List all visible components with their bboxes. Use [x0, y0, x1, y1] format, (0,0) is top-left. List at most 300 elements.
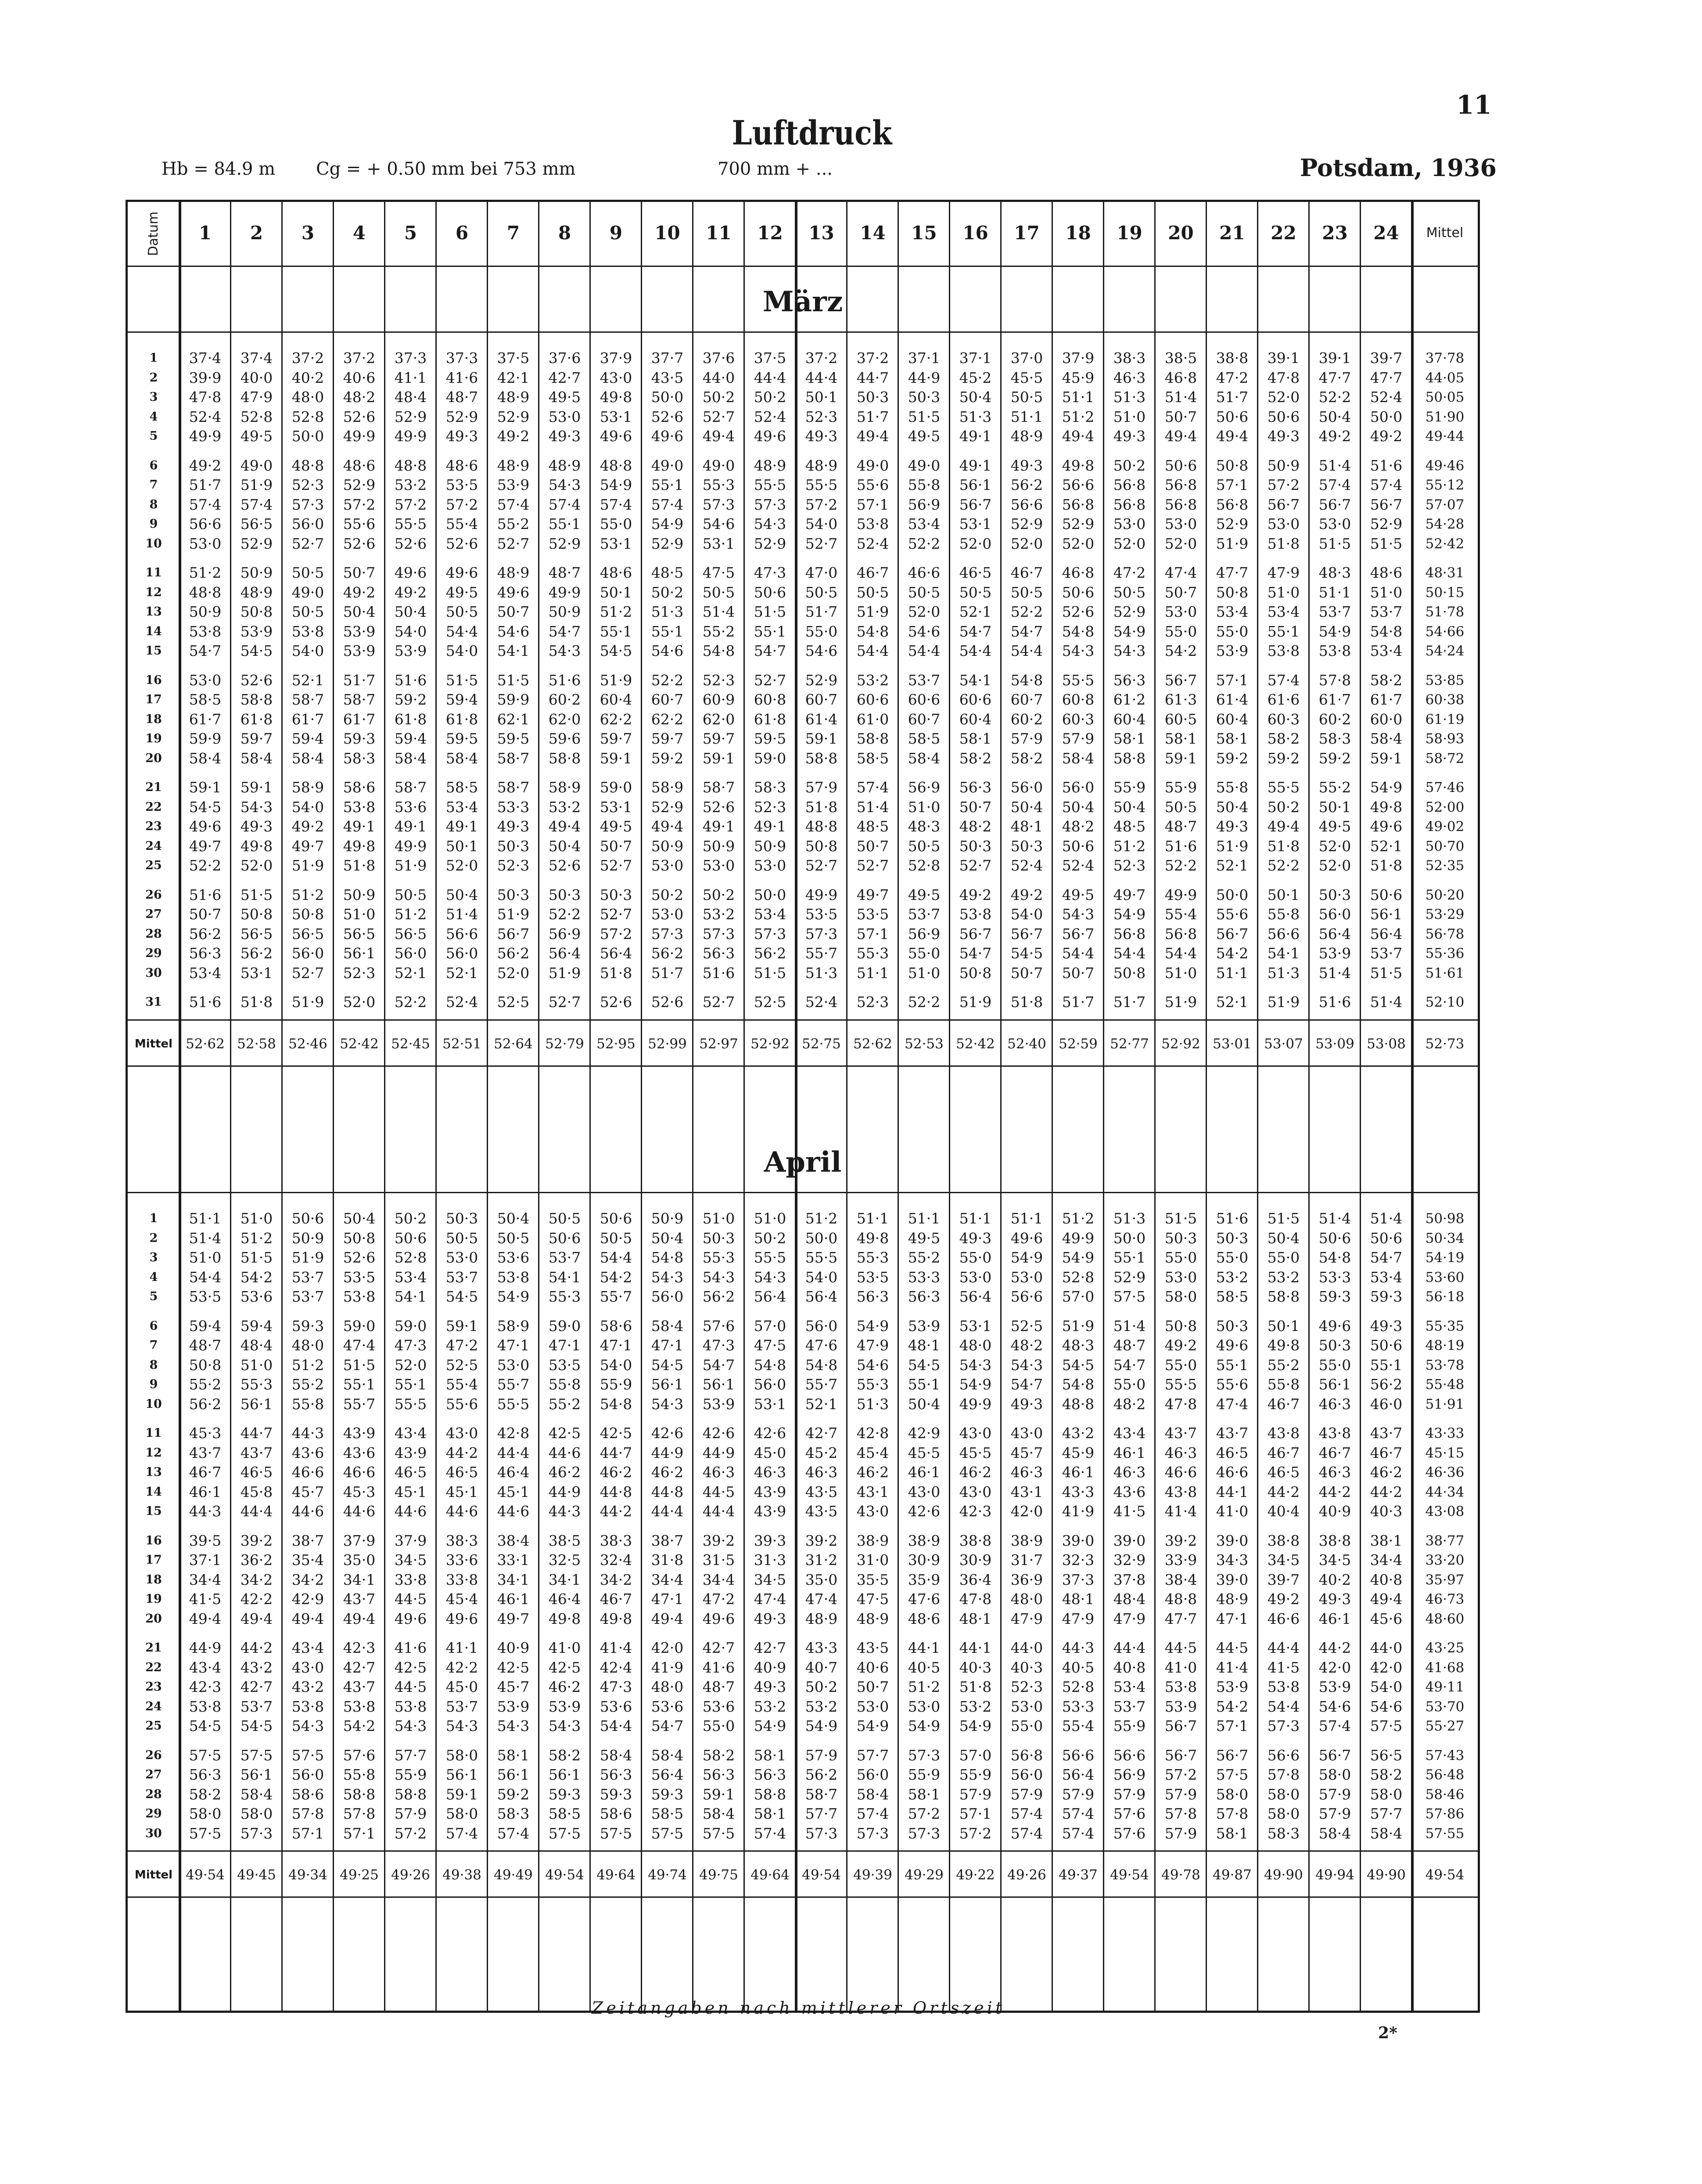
- hourly-value: 52·9: [1010, 515, 1043, 533]
- hourly-value: 58·1: [1164, 730, 1197, 747]
- hourly-value: 58·2: [1010, 749, 1043, 767]
- hourly-value: 58·8: [1267, 1288, 1300, 1305]
- hourly-value: 54·3: [754, 515, 786, 533]
- hourly-value: 57·4: [1010, 1824, 1043, 1842]
- hourly-value: 58·9: [497, 1317, 530, 1335]
- hourly-value: 53·4: [908, 515, 941, 533]
- hourly-value: 53·7: [445, 1698, 478, 1715]
- hourly-value: 58·1: [1113, 730, 1146, 747]
- hourly-value: 56·0: [754, 1376, 786, 1393]
- hourly-value: 61·0: [856, 710, 889, 728]
- hourly-value: 38·8: [959, 1532, 992, 1549]
- hourly-value: 51·9: [548, 964, 581, 982]
- daily-mean: 50·70: [1425, 838, 1465, 854]
- hourly-value: 50·6: [291, 1210, 324, 1227]
- hourly-value: 51·6: [702, 964, 735, 982]
- hourly-mean: 49·54: [186, 1867, 225, 1883]
- hourly-value: 57·6: [1113, 1805, 1146, 1822]
- hourly-value: 49·2: [291, 818, 324, 835]
- hourly-value: 52·0: [1062, 535, 1095, 552]
- hourly-value: 58·8: [754, 1785, 786, 1803]
- hourly-value: 45·2: [959, 369, 992, 386]
- table-row: [128, 533, 1478, 555]
- hourly-value: 53·0: [1010, 1268, 1043, 1286]
- hourly-value: 57·7: [394, 1746, 427, 1764]
- hourly-value: 52·0: [394, 1356, 427, 1374]
- hourly-value: 55·4: [445, 1376, 478, 1393]
- hourly-value: 55·3: [856, 1249, 889, 1266]
- hourly-value: 52·5: [754, 993, 786, 1011]
- hourly-value: 44·3: [291, 1425, 324, 1442]
- hourly-value: 53·0: [702, 857, 735, 874]
- hourly-value: 43·7: [1216, 1425, 1249, 1442]
- hourly-value: 53·9: [908, 1317, 941, 1335]
- hourly-value: 52·8: [240, 408, 273, 425]
- hourly-value: 48·2: [959, 818, 992, 835]
- hourly-value: 58·9: [291, 779, 324, 796]
- hourly-mean: 49·64: [750, 1867, 790, 1883]
- daily-mean: 37·78: [1425, 350, 1465, 366]
- hourly-value: 58·4: [600, 1746, 632, 1764]
- hourly-value: 51·2: [189, 564, 222, 581]
- hourly-value: 48·5: [856, 818, 889, 835]
- hourly-value: 47·9: [1062, 1610, 1095, 1627]
- hourly-value: 57·5: [189, 1746, 222, 1764]
- hourly-value: 49·4: [1062, 428, 1095, 445]
- hourly-value: 52·9: [754, 535, 786, 552]
- hourly-value: 61·7: [189, 710, 222, 728]
- hourly-value: 57·2: [908, 1805, 941, 1822]
- hourly-value: 51·6: [548, 671, 581, 689]
- hourly-value: 54·0: [394, 622, 427, 640]
- daily-mean: 53·29: [1425, 907, 1465, 922]
- hourly-value: 38·3: [445, 1532, 478, 1549]
- hourly-value: 34·1: [497, 1571, 530, 1588]
- hourly-value: 37·9: [343, 1532, 376, 1549]
- hourly-value: 51·4: [856, 798, 889, 816]
- hourly-value: 57·4: [240, 496, 273, 513]
- hourly-value: 59·2: [1267, 749, 1300, 767]
- hourly-value: 46·7: [1010, 564, 1043, 581]
- hourly-value: 44·9: [651, 1444, 684, 1461]
- hourly-value: 53·8: [343, 1698, 376, 1715]
- hourly-value: 55·7: [343, 1395, 376, 1413]
- hourly-value: 52·9: [1370, 515, 1403, 533]
- hourly-value: 54·9: [1113, 906, 1146, 923]
- mittel-rule: [128, 1019, 1478, 1021]
- hourly-value: 49·9: [1164, 886, 1197, 903]
- hour-header: 15: [911, 222, 937, 244]
- hourly-value: 56·0: [291, 515, 324, 533]
- hourly-value: 49·4: [240, 1610, 273, 1627]
- hourly-value: 43·4: [291, 1639, 324, 1656]
- hourly-value: 61·3: [1164, 691, 1197, 708]
- hourly-value: 39·0: [1216, 1571, 1249, 1588]
- hourly-value: 55·1: [394, 1376, 427, 1393]
- hourly-value: 48·0: [959, 1337, 992, 1354]
- hourly-value: 52·2: [908, 535, 941, 552]
- hourly-value: 52·5: [445, 1356, 478, 1374]
- day-number: 23: [145, 1680, 162, 1694]
- hourly-value: 49·6: [702, 1610, 735, 1627]
- hourly-value: 49·5: [445, 583, 478, 601]
- hourly-value: 48·2: [343, 389, 376, 406]
- day-number: 12: [145, 1446, 162, 1460]
- hourly-value: 46·7: [1267, 1395, 1300, 1413]
- hourly-value: 47·9: [1267, 564, 1300, 581]
- table-row: [128, 1608, 1478, 1630]
- hourly-value: 51·2: [291, 886, 324, 903]
- hourly-value: 51·9: [394, 857, 427, 874]
- hourly-value: 50·2: [651, 886, 684, 903]
- hourly-value: 58·0: [445, 1746, 478, 1764]
- hourly-value: 57·8: [1164, 1805, 1197, 1822]
- day-number: 11: [145, 566, 162, 579]
- hourly-value: 52·2: [189, 857, 222, 874]
- hourly-value: 56·9: [908, 779, 941, 796]
- hourly-value: 50·5: [445, 603, 478, 620]
- hourly-value: 56·9: [908, 496, 941, 513]
- day-number: 2: [149, 1231, 158, 1245]
- hourly-value: 51·7: [1216, 389, 1249, 406]
- hourly-value: 46·3: [1318, 1464, 1351, 1481]
- hourly-value: 37·5: [754, 349, 786, 367]
- hourly-value: 58·6: [600, 1317, 632, 1335]
- day-number: 25: [145, 859, 162, 872]
- hourly-value: 50·8: [1216, 583, 1249, 601]
- hourly-value: 54·5: [445, 1288, 478, 1305]
- hourly-value: 54·0: [445, 642, 478, 659]
- daily-mean: 41·68: [1425, 1659, 1465, 1676]
- day-number: 2: [149, 371, 158, 385]
- hourly-value: 56·3: [908, 1288, 941, 1305]
- hourly-value: 61·7: [291, 710, 324, 728]
- hourly-value: 52·9: [1113, 603, 1146, 620]
- hour-header: 2: [250, 222, 263, 244]
- hourly-value: 58·2: [1370, 1766, 1403, 1783]
- hourly-value: 54·0: [1010, 906, 1043, 923]
- hourly-value: 58·3: [1267, 1824, 1300, 1842]
- hourly-value: 53·2: [856, 671, 889, 689]
- hourly-value: 49·9: [394, 428, 427, 445]
- hourly-value: 44·5: [394, 1678, 427, 1695]
- hourly-value: 56·0: [1010, 1766, 1043, 1783]
- hourly-value: 52·2: [1010, 603, 1043, 620]
- hourly-value: 51·4: [1318, 964, 1351, 982]
- hourly-value: 59·0: [548, 1317, 581, 1335]
- hourly-value: 51·9: [291, 857, 324, 874]
- hourly-value: 53·7: [908, 671, 941, 689]
- hourly-value: 55·0: [959, 1249, 992, 1266]
- hourly-value: 52·6: [343, 1249, 376, 1266]
- hourly-value: 55·5: [1267, 779, 1300, 796]
- hourly-value: 50·3: [1318, 886, 1351, 903]
- hourly-value: 57·2: [959, 1824, 992, 1842]
- hourly-value: 59·6: [548, 730, 581, 747]
- hourly-value: 54·6: [651, 642, 684, 659]
- hourly-value: 48·8: [394, 457, 427, 474]
- hourly-value: 58·1: [754, 1746, 786, 1764]
- day-number: 15: [145, 644, 162, 658]
- daily-mean: 50·98: [1425, 1211, 1465, 1227]
- hourly-value: 57·1: [291, 1824, 324, 1842]
- hourly-value: 50·4: [1216, 798, 1249, 816]
- hourly-value: 53·0: [1164, 603, 1197, 620]
- hour-header: 23: [1322, 222, 1348, 244]
- hourly-value: 59·1: [600, 749, 632, 767]
- hourly-value: 47·8: [1164, 1395, 1197, 1413]
- hourly-value: 57·3: [805, 1824, 838, 1842]
- hourly-value: 51·3: [1267, 964, 1300, 982]
- hourly-value: 51·9: [959, 993, 992, 1011]
- table-row: [128, 962, 1478, 985]
- hourly-value: 57·9: [1164, 1824, 1197, 1842]
- hourly-value: 55·4: [1062, 1717, 1095, 1734]
- hourly-value: 47·5: [702, 564, 735, 581]
- hourly-value: 56·2: [240, 945, 273, 962]
- hourly-value: 47·8: [189, 389, 222, 406]
- hourly-value: 55·1: [1216, 1356, 1249, 1374]
- daily-mean: 55·36: [1425, 946, 1465, 961]
- hourly-value: 50·3: [959, 837, 992, 855]
- hourly-value: 46·6: [343, 1464, 376, 1481]
- hourly-value: 51·1: [856, 964, 889, 982]
- hourly-value: 56·4: [600, 945, 632, 962]
- day-number: 12: [145, 585, 162, 599]
- hourly-value: 58·4: [394, 749, 427, 767]
- hourly-value: 57·4: [600, 496, 632, 513]
- daily-mean: 58·93: [1425, 731, 1465, 747]
- hourly-value: 56·3: [189, 945, 222, 962]
- hourly-value: 54·2: [343, 1717, 376, 1734]
- hourly-value: 44·2: [1318, 1639, 1351, 1656]
- hourly-value: 44·9: [908, 369, 941, 386]
- hourly-value: 41·6: [445, 369, 478, 386]
- hourly-value: 48·8: [291, 457, 324, 474]
- hourly-value: 60·6: [959, 691, 992, 708]
- hourly-value: 49·8: [856, 1229, 889, 1247]
- hourly-value: 53·0: [497, 1356, 530, 1374]
- hourly-value: 48·2: [1010, 1337, 1043, 1354]
- hourly-value: 52·7: [497, 535, 530, 552]
- hourly-value: 50·5: [291, 603, 324, 620]
- hourly-value: 54·3: [548, 1717, 581, 1734]
- daily-mean: 53·78: [1425, 1357, 1465, 1373]
- hourly-value: 60·8: [754, 691, 786, 708]
- daily-mean: 48·19: [1425, 1338, 1465, 1353]
- hourly-value: 50·3: [1216, 1317, 1249, 1335]
- hourly-value: 61·8: [240, 710, 273, 728]
- hourly-value: 58·1: [1216, 730, 1249, 747]
- hourly-value: 54·4: [1062, 945, 1095, 962]
- hourly-value: 55·2: [1267, 1356, 1300, 1374]
- hourly-value: 49·2: [1164, 1337, 1197, 1354]
- hourly-value: 57·4: [497, 496, 530, 513]
- hourly-value: 57·4: [1318, 476, 1351, 493]
- hourly-value: 50·3: [600, 886, 632, 903]
- gravity-correction: Cg = + 0.50 mm bei 753 mm: [316, 159, 576, 179]
- hourly-value: 58·5: [1216, 1288, 1249, 1305]
- day-number: 27: [145, 907, 162, 921]
- hourly-value: 42·6: [754, 1425, 786, 1442]
- hourly-mean: 52·40: [1007, 1036, 1046, 1052]
- hourly-mean: 52·42: [340, 1036, 379, 1052]
- daily-mean: 33·20: [1425, 1552, 1465, 1568]
- hourly-value: 53·4: [445, 798, 478, 816]
- hourly-value: 54·3: [394, 1717, 427, 1734]
- hourly-value: 40·3: [1370, 1503, 1403, 1520]
- hourly-value: 53·9: [1164, 1698, 1197, 1715]
- hourly-value: 52·8: [908, 857, 941, 874]
- day-number: 26: [145, 1748, 162, 1762]
- hourly-value: 46·1: [1113, 1444, 1146, 1461]
- hourly-value: 52·2: [1164, 857, 1197, 874]
- hourly-value: 51·1: [1318, 583, 1351, 601]
- hourly-value: 52·0: [445, 857, 478, 874]
- hourly-value: 45·7: [291, 1483, 324, 1500]
- hourly-value: 57·2: [805, 496, 838, 513]
- hourly-value: 60·4: [1216, 710, 1249, 728]
- hourly-value: 55·0: [1164, 622, 1197, 640]
- hourly-value: 49·0: [651, 457, 684, 474]
- hourly-value: 39·0: [1216, 1532, 1249, 1549]
- day-number: 28: [145, 927, 162, 941]
- hourly-value: 55·8: [343, 1766, 376, 1783]
- hourly-value: 60·7: [651, 691, 684, 708]
- hourly-value: 57·9: [1318, 1785, 1351, 1803]
- hourly-value: 47·1: [548, 1337, 581, 1354]
- hourly-value: 51·8: [805, 798, 838, 816]
- hourly-value: 56·0: [1010, 779, 1043, 796]
- hourly-value: 47·2: [1113, 564, 1146, 581]
- daily-mean: 55·27: [1425, 1718, 1465, 1734]
- daily-mean: 51·91: [1425, 1396, 1465, 1412]
- hourly-value: 56·4: [548, 945, 581, 962]
- hourly-value: 51·3: [1113, 1210, 1146, 1227]
- hourly-value: 58·3: [497, 1805, 530, 1822]
- hourly-value: 49·8: [600, 389, 632, 406]
- hourly-value: 49·2: [1010, 886, 1043, 903]
- hourly-value: 57·4: [651, 496, 684, 513]
- hourly-value: 42·7: [754, 1639, 786, 1656]
- hourly-value: 58·3: [1318, 730, 1351, 747]
- hourly-value: 51·9: [1216, 535, 1249, 552]
- hourly-value: 58·4: [651, 1746, 684, 1764]
- hour-header: 6: [455, 222, 469, 244]
- hourly-value: 46·2: [1370, 1464, 1403, 1481]
- hourly-value: 36·2: [240, 1551, 273, 1569]
- hourly-value: 56·2: [1010, 476, 1043, 493]
- hourly-value: 59·1: [702, 1785, 735, 1803]
- hourly-value: 52·9: [1062, 515, 1095, 533]
- daily-mean: 43·08: [1425, 1504, 1465, 1519]
- hourly-value: 51·6: [189, 993, 222, 1011]
- hourly-value: 53·8: [1267, 642, 1300, 659]
- hourly-value: 50·0: [291, 428, 324, 445]
- daily-mean: 53·70: [1425, 1698, 1465, 1715]
- hourly-value: 60·4: [600, 691, 632, 708]
- daily-mean: 57·43: [1425, 1747, 1465, 1763]
- hourly-value: 57·9: [1164, 1785, 1197, 1803]
- hourly-value: 42·5: [600, 1425, 632, 1442]
- hourly-value: 37·9: [600, 349, 632, 367]
- hourly-value: 54·4: [1267, 1698, 1300, 1715]
- hourly-value: 48·9: [805, 1610, 838, 1627]
- hourly-value: 44·0: [1370, 1639, 1403, 1656]
- hourly-value: 57·5: [189, 1824, 222, 1842]
- hourly-value: 54·0: [1370, 1678, 1403, 1695]
- hourly-value: 53·7: [240, 1698, 273, 1715]
- hourly-value: 46·8: [1164, 369, 1197, 386]
- daily-mean: 49·44: [1425, 428, 1465, 444]
- hourly-value: 42·5: [548, 1425, 581, 1442]
- hourly-value: 46·5: [240, 1464, 273, 1481]
- hourly-value: 55·5: [394, 515, 427, 533]
- hourly-value: 55·9: [1164, 779, 1197, 796]
- day-number: 11: [145, 1426, 162, 1440]
- hourly-value: 49·5: [908, 886, 941, 903]
- hourly-value: 52·0: [497, 964, 530, 982]
- month-rule: [128, 1192, 1478, 1193]
- hourly-value: 46·2: [651, 1464, 684, 1481]
- hourly-value: 49·6: [497, 583, 530, 601]
- hourly-value: 53·0: [548, 408, 581, 425]
- hourly-value: 54·9: [1010, 1249, 1043, 1266]
- hourly-value: 59·3: [1370, 1288, 1403, 1305]
- hourly-value: 57·4: [1010, 1805, 1043, 1822]
- hourly-value: 44·5: [1216, 1639, 1249, 1656]
- hourly-value: 42·9: [908, 1425, 941, 1442]
- hourly-value: 59·3: [600, 1785, 632, 1803]
- hourly-value: 49·2: [1370, 428, 1403, 445]
- table-row: [128, 425, 1478, 448]
- hourly-value: 54·7: [189, 642, 222, 659]
- hourly-value: 56·7: [1318, 496, 1351, 513]
- hourly-value: 51·5: [1267, 1210, 1300, 1227]
- hourly-value: 39·7: [1267, 1571, 1300, 1588]
- hourly-value: 57·2: [394, 496, 427, 513]
- hourly-value: 50·4: [1010, 798, 1043, 816]
- hourly-value: 62·2: [600, 710, 632, 728]
- hourly-mean: 49·29: [905, 1867, 944, 1883]
- hourly-value: 49·4: [1267, 818, 1300, 835]
- hourly-value: 37·1: [959, 349, 992, 367]
- hourly-value: 51·0: [1164, 964, 1197, 982]
- hourly-value: 42·8: [856, 1425, 889, 1442]
- hourly-value: 53·8: [189, 1698, 222, 1715]
- hourly-value: 49·5: [548, 389, 581, 406]
- hourly-value: 51·5: [240, 886, 273, 903]
- hourly-value: 58·5: [651, 1805, 684, 1822]
- hourly-value: 38·8: [1318, 1532, 1351, 1549]
- hourly-value: 49·3: [240, 818, 273, 835]
- hourly-value: 51·3: [959, 408, 992, 425]
- hourly-value: 54·3: [291, 1717, 324, 1734]
- hourly-value: 40·9: [497, 1639, 530, 1656]
- hourly-value: 57·3: [805, 925, 838, 943]
- daily-mean: 61·19: [1425, 711, 1465, 727]
- daily-mean: 54·19: [1425, 1250, 1465, 1266]
- hourly-value: 56·9: [908, 925, 941, 943]
- hourly-value: 52·4: [445, 993, 478, 1011]
- hourly-value: 54·4: [445, 622, 478, 640]
- hourly-value: 49·4: [291, 1610, 324, 1627]
- hourly-value: 54·4: [600, 1249, 632, 1266]
- mittel-row-label: Mittel: [134, 1037, 173, 1051]
- hourly-value: 37·9: [1062, 349, 1095, 367]
- day-number: 20: [145, 751, 162, 765]
- hourly-value: 62·1: [497, 710, 530, 728]
